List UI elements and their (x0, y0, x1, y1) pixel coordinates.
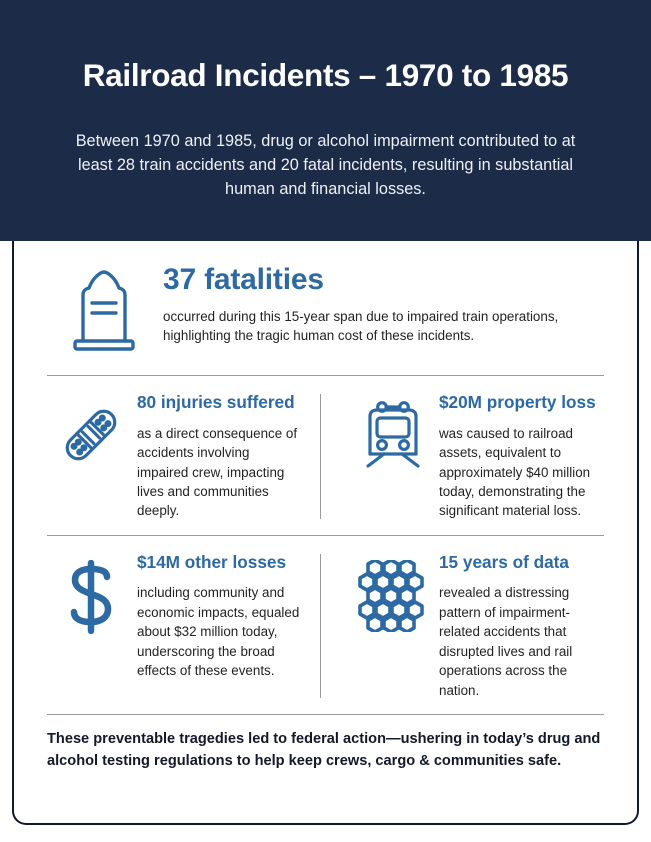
tombstone-icon (45, 261, 163, 353)
header-subtitle: Between 1970 and 1985, drug or alcohol impairment contributed to at least 28 train accidents and 20 fatal incidents, resulting in substantial human and financial losses. (75, 131, 576, 198)
stat-block-property-loss (321, 392, 606, 521)
stat-body-fatalities: occurred during this 15-year span due to impaired train operations, highlighting the tragic human cost of these incidents. (163, 308, 559, 343)
stat-headline-years-of-data: 15 years of data (439, 551, 569, 572)
stat-block-other-losses (45, 552, 320, 700)
stat-headline-other-losses: $14M other losses (137, 551, 287, 572)
stat-row-three (45, 536, 606, 714)
stat-body-property-loss: was caused to railroad assets, equivalent to approximately $40 million today, demonstrating the significant material loss. (439, 425, 591, 519)
content-card (12, 241, 639, 825)
stat-block-injuries (45, 392, 320, 521)
stat-headline-property-loss: $20M property loss (439, 392, 596, 412)
page-title: Railroad Incidents – 1970 to 1985 (82, 57, 569, 93)
train-icon (347, 392, 439, 470)
stat-headline-injuries: 80 injuries suffered (137, 392, 295, 412)
stat-block-years-of-data (321, 552, 606, 700)
stat-block-fatalities (45, 241, 606, 375)
stat-row-two (45, 376, 606, 535)
header-banner (0, 0, 651, 241)
stat-body-other-losses: including community and economic impacts, equaled about $32 million today, underscoring the broad effects of these events. (137, 585, 300, 679)
honeycomb-grid-icon (347, 552, 439, 632)
stat-body-injuries: as a direct consequence of accidents involving impaired crew, impacting lives and communities deeply. (137, 425, 298, 519)
dollar-sign-icon (45, 552, 137, 634)
stat-body-years-of-data: revealed a distressing pattern of impairment-related accidents that disrupted lives and rail operations across the nation. (439, 585, 573, 698)
stat-headline-fatalities: 37 fatalities (163, 263, 324, 296)
bandage-icon (45, 392, 137, 470)
footer-conclusion: These preventable tragedies led to federal action—ushering in today’s drug and alcohol testing regulations to help keep crews, cargo & communities safe. (47, 731, 601, 769)
